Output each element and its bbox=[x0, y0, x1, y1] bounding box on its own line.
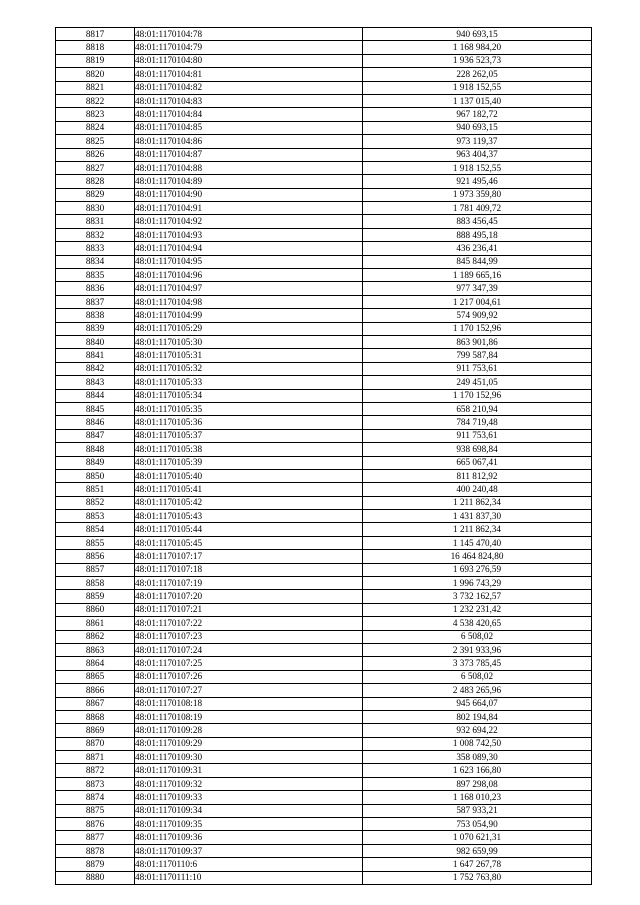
table-row bbox=[56, 536, 592, 549]
cadastral-value-cell: 6 508,02 bbox=[363, 630, 592, 643]
cadastral-value-cell: 3 732 162,57 bbox=[363, 590, 592, 603]
table-row bbox=[56, 322, 592, 335]
row-number-cell: 8867 bbox=[56, 697, 135, 710]
table-row bbox=[56, 161, 592, 174]
cadastral-number-cell: 48:01:1170104:87 bbox=[135, 148, 363, 161]
table-row bbox=[56, 309, 592, 322]
table-row bbox=[56, 135, 592, 148]
cadastral-number-cell: 48:01:1170109:32 bbox=[135, 777, 363, 790]
row-number-cell: 8858 bbox=[56, 577, 135, 590]
table-row bbox=[56, 121, 592, 134]
cadastral-number-cell: 48:01:1170105:40 bbox=[135, 469, 363, 482]
table-row bbox=[56, 483, 592, 496]
table-row bbox=[56, 242, 592, 255]
table-row bbox=[56, 751, 592, 764]
cadastral-number-cell: 48:01:1170107:19 bbox=[135, 577, 363, 590]
cadastral-value-cell: 940 693,15 bbox=[363, 28, 592, 41]
cadastral-value-cell: 977 347,39 bbox=[363, 282, 592, 295]
cadastral-number-cell: 48:01:1170107:27 bbox=[135, 684, 363, 697]
cadastral-value-cell: 228 262,05 bbox=[363, 68, 592, 81]
table-row bbox=[56, 697, 592, 710]
cadastral-number-cell: 48:01:1170109:30 bbox=[135, 751, 363, 764]
table-row bbox=[56, 255, 592, 268]
table-row bbox=[56, 416, 592, 429]
row-number-cell: 8859 bbox=[56, 590, 135, 603]
table-row bbox=[56, 804, 592, 817]
row-number-cell: 8849 bbox=[56, 456, 135, 469]
row-number-cell: 8871 bbox=[56, 751, 135, 764]
cadastral-value-cell: 1 168 010,23 bbox=[363, 791, 592, 804]
row-number-cell: 8873 bbox=[56, 777, 135, 790]
cadastral-number-cell: 48:01:1170107:23 bbox=[135, 630, 363, 643]
table-row bbox=[56, 657, 592, 670]
table-row bbox=[56, 496, 592, 509]
row-number-cell: 8853 bbox=[56, 510, 135, 523]
cadastral-number-cell: 48:01:1170104:79 bbox=[135, 41, 363, 54]
cadastral-number-cell: 48:01:1170107:22 bbox=[135, 617, 363, 630]
cadastral-value-cell: 911 753,61 bbox=[363, 362, 592, 375]
table-row bbox=[56, 188, 592, 201]
cadastral-number-cell: 48:01:1170104:80 bbox=[135, 54, 363, 67]
cadastral-value-cell: 945 664,07 bbox=[363, 697, 592, 710]
row-number-cell: 8874 bbox=[56, 791, 135, 804]
cadastral-number-cell: 48:01:1170104:94 bbox=[135, 242, 363, 255]
table-row bbox=[56, 148, 592, 161]
cadastral-value-cell: 358 089,30 bbox=[363, 751, 592, 764]
cadastral-number-cell: 48:01:1170104:91 bbox=[135, 202, 363, 215]
table-row bbox=[56, 228, 592, 241]
cadastral-number-cell: 48:01:1170105:44 bbox=[135, 523, 363, 536]
table-row bbox=[56, 577, 592, 590]
row-number-cell: 8846 bbox=[56, 416, 135, 429]
table-row bbox=[56, 858, 592, 871]
row-number-cell: 8870 bbox=[56, 737, 135, 750]
row-number-cell: 8852 bbox=[56, 496, 135, 509]
table-row bbox=[56, 791, 592, 804]
row-number-cell: 8876 bbox=[56, 818, 135, 831]
row-number-cell: 8825 bbox=[56, 135, 135, 148]
cadastral-number-cell: 48:01:1170105:36 bbox=[135, 416, 363, 429]
cadastral-value-cell: 436 236,41 bbox=[363, 242, 592, 255]
table-row bbox=[56, 175, 592, 188]
row-number-cell: 8824 bbox=[56, 121, 135, 134]
cadastral-number-cell: 48:01:1170108:18 bbox=[135, 697, 363, 710]
table-row bbox=[56, 202, 592, 215]
cadastral-number-cell: 48:01:1170105:41 bbox=[135, 483, 363, 496]
cadastral-value-cell: 845 844,99 bbox=[363, 255, 592, 268]
row-number-cell: 8868 bbox=[56, 710, 135, 723]
cadastral-value-cell: 1 145 470,40 bbox=[363, 536, 592, 549]
row-number-cell: 8835 bbox=[56, 269, 135, 282]
row-number-cell: 8827 bbox=[56, 161, 135, 174]
cadastral-number-cell: 48:01:1170107:24 bbox=[135, 643, 363, 656]
cadastral-number-cell: 48:01:1170104:98 bbox=[135, 295, 363, 308]
row-number-cell: 8838 bbox=[56, 309, 135, 322]
cadastral-value-cell: 802 194,84 bbox=[363, 710, 592, 723]
cadastral-number-cell: 48:01:1170104:99 bbox=[135, 309, 363, 322]
cadastral-value-cell: 1 170 152,96 bbox=[363, 389, 592, 402]
cadastral-number-cell: 48:01:1170108:19 bbox=[135, 710, 363, 723]
cadastral-number-cell: 48:01:1170105:35 bbox=[135, 402, 363, 415]
row-number-cell: 8837 bbox=[56, 295, 135, 308]
row-number-cell: 8857 bbox=[56, 563, 135, 576]
table-row bbox=[56, 643, 592, 656]
cadastral-value-cell: 982 659,99 bbox=[363, 844, 592, 857]
row-number-cell: 8845 bbox=[56, 402, 135, 415]
table-row bbox=[56, 215, 592, 228]
cadastral-value-cell: 1 996 743,29 bbox=[363, 577, 592, 590]
table-row bbox=[56, 68, 592, 81]
cadastral-number-cell: 48:01:1170104:93 bbox=[135, 228, 363, 241]
cadastral-number-cell: 48:01:1170105:31 bbox=[135, 349, 363, 362]
cadastral-value-cell: 1 918 152,55 bbox=[363, 161, 592, 174]
cadastral-number-cell: 48:01:1170105:32 bbox=[135, 362, 363, 375]
cadastral-value-cell: 1 211 862,34 bbox=[363, 496, 592, 509]
cadastral-value-cell: 1 623 166,80 bbox=[363, 764, 592, 777]
cadastral-value-cell: 1 752 763,80 bbox=[363, 871, 592, 884]
row-number-cell: 8875 bbox=[56, 804, 135, 817]
table-row bbox=[56, 376, 592, 389]
row-number-cell: 8864 bbox=[56, 657, 135, 670]
row-number-cell: 8847 bbox=[56, 429, 135, 442]
table-row bbox=[56, 550, 592, 563]
table-row bbox=[56, 81, 592, 94]
cadastral-value-cell: 911 753,61 bbox=[363, 429, 592, 442]
table-row bbox=[56, 349, 592, 362]
cadastral-number-cell: 48:01:1170104:82 bbox=[135, 81, 363, 94]
cadastral-number-cell: 48:01:1170107:18 bbox=[135, 563, 363, 576]
cadastral-number-cell: 48:01:1170105:37 bbox=[135, 429, 363, 442]
row-number-cell: 8860 bbox=[56, 603, 135, 616]
cadastral-value-cell: 249 451,05 bbox=[363, 376, 592, 389]
cadastral-number-cell: 48:01:1170104:90 bbox=[135, 188, 363, 201]
cadastral-value-cell: 1 781 409,72 bbox=[363, 202, 592, 215]
cadastral-value-cell: 753 054,90 bbox=[363, 818, 592, 831]
cadastral-value-cell: 1 232 231,42 bbox=[363, 603, 592, 616]
row-number-cell: 8862 bbox=[56, 630, 135, 643]
cadastral-number-cell: 48:01:1170109:29 bbox=[135, 737, 363, 750]
row-number-cell: 8826 bbox=[56, 148, 135, 161]
cadastral-value-cell: 1 936 523,73 bbox=[363, 54, 592, 67]
cadastral-number-cell: 48:01:1170104:78 bbox=[135, 28, 363, 41]
row-number-cell: 8842 bbox=[56, 362, 135, 375]
cadastral-value-cell: 4 538 420,65 bbox=[363, 617, 592, 630]
cadastral-number-cell: 48:01:1170107:25 bbox=[135, 657, 363, 670]
cadastral-value-cell: 1 189 665,16 bbox=[363, 269, 592, 282]
cadastral-value-cell: 811 812,92 bbox=[363, 469, 592, 482]
cadastral-number-cell: 48:01:1170104:89 bbox=[135, 175, 363, 188]
cadastral-value-cell: 932 694,22 bbox=[363, 724, 592, 737]
cadastral-number-cell: 48:01:1170105:43 bbox=[135, 510, 363, 523]
cadastral-number-cell: 48:01:1170104:86 bbox=[135, 135, 363, 148]
cadastral-number-cell: 48:01:1170105:33 bbox=[135, 376, 363, 389]
row-number-cell: 8839 bbox=[56, 322, 135, 335]
cadastral-value-cell: 897 298,08 bbox=[363, 777, 592, 790]
cadastral-value-cell: 16 464 824,80 bbox=[363, 550, 592, 563]
cadastral-number-cell: 48:01:1170104:81 bbox=[135, 68, 363, 81]
row-number-cell: 8843 bbox=[56, 376, 135, 389]
cadastral-number-cell: 48:01:1170105:29 bbox=[135, 322, 363, 335]
cadastral-number-cell: 48:01:1170105:30 bbox=[135, 335, 363, 348]
cadastral-value-cell: 6 508,02 bbox=[363, 670, 592, 683]
table-row bbox=[56, 764, 592, 777]
cadastral-value-cell: 963 404,37 bbox=[363, 148, 592, 161]
cadastral-value-cell: 973 119,37 bbox=[363, 135, 592, 148]
cadastral-value-cell: 574 909,92 bbox=[363, 309, 592, 322]
row-number-cell: 8834 bbox=[56, 255, 135, 268]
row-number-cell: 8854 bbox=[56, 523, 135, 536]
cadastral-number-cell: 48:01:1170104:88 bbox=[135, 161, 363, 174]
row-number-cell: 8819 bbox=[56, 54, 135, 67]
table-row bbox=[56, 402, 592, 415]
cadastral-number-cell: 48:01:1170105:45 bbox=[135, 536, 363, 549]
cadastral-value-cell: 2 391 933,96 bbox=[363, 643, 592, 656]
table-row bbox=[56, 617, 592, 630]
table-row bbox=[56, 844, 592, 857]
table-row bbox=[56, 871, 592, 884]
row-number-cell: 8831 bbox=[56, 215, 135, 228]
cadastral-number-cell: 48:01:1170105:39 bbox=[135, 456, 363, 469]
table-row bbox=[56, 108, 592, 121]
row-number-cell: 8848 bbox=[56, 443, 135, 456]
row-number-cell: 8823 bbox=[56, 108, 135, 121]
row-number-cell: 8829 bbox=[56, 188, 135, 201]
row-number-cell: 8851 bbox=[56, 483, 135, 496]
table-row bbox=[56, 563, 592, 576]
cadastral-number-cell: 48:01:1170104:85 bbox=[135, 121, 363, 134]
cadastral-value-cell: 921 495,46 bbox=[363, 175, 592, 188]
cadastral-value-cell: 1 070 621,31 bbox=[363, 831, 592, 844]
row-number-cell: 8855 bbox=[56, 536, 135, 549]
cadastral-number-cell: 48:01:1170109:28 bbox=[135, 724, 363, 737]
table-row bbox=[56, 818, 592, 831]
cadastral-number-cell: 48:01:1170104:92 bbox=[135, 215, 363, 228]
cadastral-number-cell: 48:01:1170105:38 bbox=[135, 443, 363, 456]
cadastral-number-cell: 48:01:1170105:34 bbox=[135, 389, 363, 402]
table-row bbox=[56, 269, 592, 282]
cadastral-number-cell: 48:01:1170107:17 bbox=[135, 550, 363, 563]
cadastral-value-cell: 883 456,45 bbox=[363, 215, 592, 228]
cadastral-number-cell: 48:01:1170111:10 bbox=[135, 871, 363, 884]
cadastral-value-cell: 784 719,48 bbox=[363, 416, 592, 429]
row-number-cell: 8863 bbox=[56, 643, 135, 656]
cadastral-value-cell: 1 431 837,30 bbox=[363, 510, 592, 523]
cadastral-value-cell: 1 137 015,40 bbox=[363, 94, 592, 107]
cadastral-value-cell: 400 240,48 bbox=[363, 483, 592, 496]
table-row bbox=[56, 28, 592, 41]
table-row bbox=[56, 603, 592, 616]
cadastral-number-cell: 48:01:1170109:37 bbox=[135, 844, 363, 857]
cadastral-value-cell: 1 008 742,50 bbox=[363, 737, 592, 750]
cadastral-number-cell: 48:01:1170109:31 bbox=[135, 764, 363, 777]
row-number-cell: 8840 bbox=[56, 335, 135, 348]
cadastral-number-cell: 48:01:1170104:95 bbox=[135, 255, 363, 268]
row-number-cell: 8865 bbox=[56, 670, 135, 683]
row-number-cell: 8833 bbox=[56, 242, 135, 255]
cadastral-value-cell: 1 973 359,80 bbox=[363, 188, 592, 201]
cadastral-number-cell: 48:01:1170109:33 bbox=[135, 791, 363, 804]
cadastral-number-cell: 48:01:1170109:35 bbox=[135, 818, 363, 831]
table-row bbox=[56, 362, 592, 375]
row-number-cell: 8872 bbox=[56, 764, 135, 777]
row-number-cell: 8828 bbox=[56, 175, 135, 188]
cadastral-number-cell: 48:01:1170107:20 bbox=[135, 590, 363, 603]
table-row bbox=[56, 523, 592, 536]
table-row bbox=[56, 469, 592, 482]
cadastral-value-cell: 587 933,21 bbox=[363, 804, 592, 817]
row-number-cell: 8861 bbox=[56, 617, 135, 630]
cadastral-value-cell: 888 495,18 bbox=[363, 228, 592, 241]
row-number-cell: 8844 bbox=[56, 389, 135, 402]
table-row bbox=[56, 443, 592, 456]
cadastral-value-cell: 2 483 265,96 bbox=[363, 684, 592, 697]
row-number-cell: 8820 bbox=[56, 68, 135, 81]
cadastral-value-cell: 1 168 984,20 bbox=[363, 41, 592, 54]
cadastral-value-cell: 1 170 152,96 bbox=[363, 322, 592, 335]
row-number-cell: 8830 bbox=[56, 202, 135, 215]
table-row bbox=[56, 41, 592, 54]
cadastral-value-cell: 1 211 862,34 bbox=[363, 523, 592, 536]
row-number-cell: 8822 bbox=[56, 94, 135, 107]
cadastral-value-table bbox=[55, 27, 592, 885]
table-row bbox=[56, 590, 592, 603]
cadastral-number-cell: 48:01:1170104:84 bbox=[135, 108, 363, 121]
row-number-cell: 8832 bbox=[56, 228, 135, 241]
cadastral-number-cell: 48:01:1170107:21 bbox=[135, 603, 363, 616]
cadastral-value-cell: 1 918 152,55 bbox=[363, 81, 592, 94]
cadastral-value-cell: 658 210,94 bbox=[363, 402, 592, 415]
row-number-cell: 8817 bbox=[56, 28, 135, 41]
cadastral-number-cell: 48:01:1170109:34 bbox=[135, 804, 363, 817]
table-row bbox=[56, 684, 592, 697]
table-row bbox=[56, 710, 592, 723]
cadastral-number-cell: 48:01:1170107:26 bbox=[135, 670, 363, 683]
table-row bbox=[56, 724, 592, 737]
row-number-cell: 8879 bbox=[56, 858, 135, 871]
cadastral-value-cell: 665 067,41 bbox=[363, 456, 592, 469]
table-row bbox=[56, 94, 592, 107]
cadastral-number-cell: 48:01:1170104:97 bbox=[135, 282, 363, 295]
table-row bbox=[56, 54, 592, 67]
table-row bbox=[56, 777, 592, 790]
row-number-cell: 8821 bbox=[56, 81, 135, 94]
table-row bbox=[56, 630, 592, 643]
table-row bbox=[56, 670, 592, 683]
cadastral-number-cell: 48:01:1170104:96 bbox=[135, 269, 363, 282]
cadastral-value-cell: 940 693,15 bbox=[363, 121, 592, 134]
cadastral-value-cell: 799 587,84 bbox=[363, 349, 592, 362]
row-number-cell: 8877 bbox=[56, 831, 135, 844]
table-row bbox=[56, 429, 592, 442]
table-row bbox=[56, 510, 592, 523]
cadastral-number-cell: 48:01:1170104:83 bbox=[135, 94, 363, 107]
row-number-cell: 8856 bbox=[56, 550, 135, 563]
row-number-cell: 8841 bbox=[56, 349, 135, 362]
table-row bbox=[56, 282, 592, 295]
row-number-cell: 8818 bbox=[56, 41, 135, 54]
cadastral-value-cell: 3 373 785,45 bbox=[363, 657, 592, 670]
table-row bbox=[56, 295, 592, 308]
row-number-cell: 8836 bbox=[56, 282, 135, 295]
row-number-cell: 8850 bbox=[56, 469, 135, 482]
row-number-cell: 8880 bbox=[56, 871, 135, 884]
cadastral-number-cell: 48:01:1170110:6 bbox=[135, 858, 363, 871]
row-number-cell: 8866 bbox=[56, 684, 135, 697]
cadastral-value-cell: 1 647 267,78 bbox=[363, 858, 592, 871]
cadastral-number-cell: 48:01:1170105:42 bbox=[135, 496, 363, 509]
cadastral-value-cell: 967 182,72 bbox=[363, 108, 592, 121]
cadastral-value-cell: 863 901,86 bbox=[363, 335, 592, 348]
table-row bbox=[56, 389, 592, 402]
table-row bbox=[56, 456, 592, 469]
table-row bbox=[56, 831, 592, 844]
cadastral-value-cell: 1 217 004,61 bbox=[363, 295, 592, 308]
table-row bbox=[56, 335, 592, 348]
row-number-cell: 8878 bbox=[56, 844, 135, 857]
row-number-cell: 8869 bbox=[56, 724, 135, 737]
table-row bbox=[56, 737, 592, 750]
cadastral-value-cell: 938 698,84 bbox=[363, 443, 592, 456]
table-body bbox=[56, 28, 592, 885]
cadastral-value-cell: 1 693 276,59 bbox=[363, 563, 592, 576]
cadastral-number-cell: 48:01:1170109:36 bbox=[135, 831, 363, 844]
